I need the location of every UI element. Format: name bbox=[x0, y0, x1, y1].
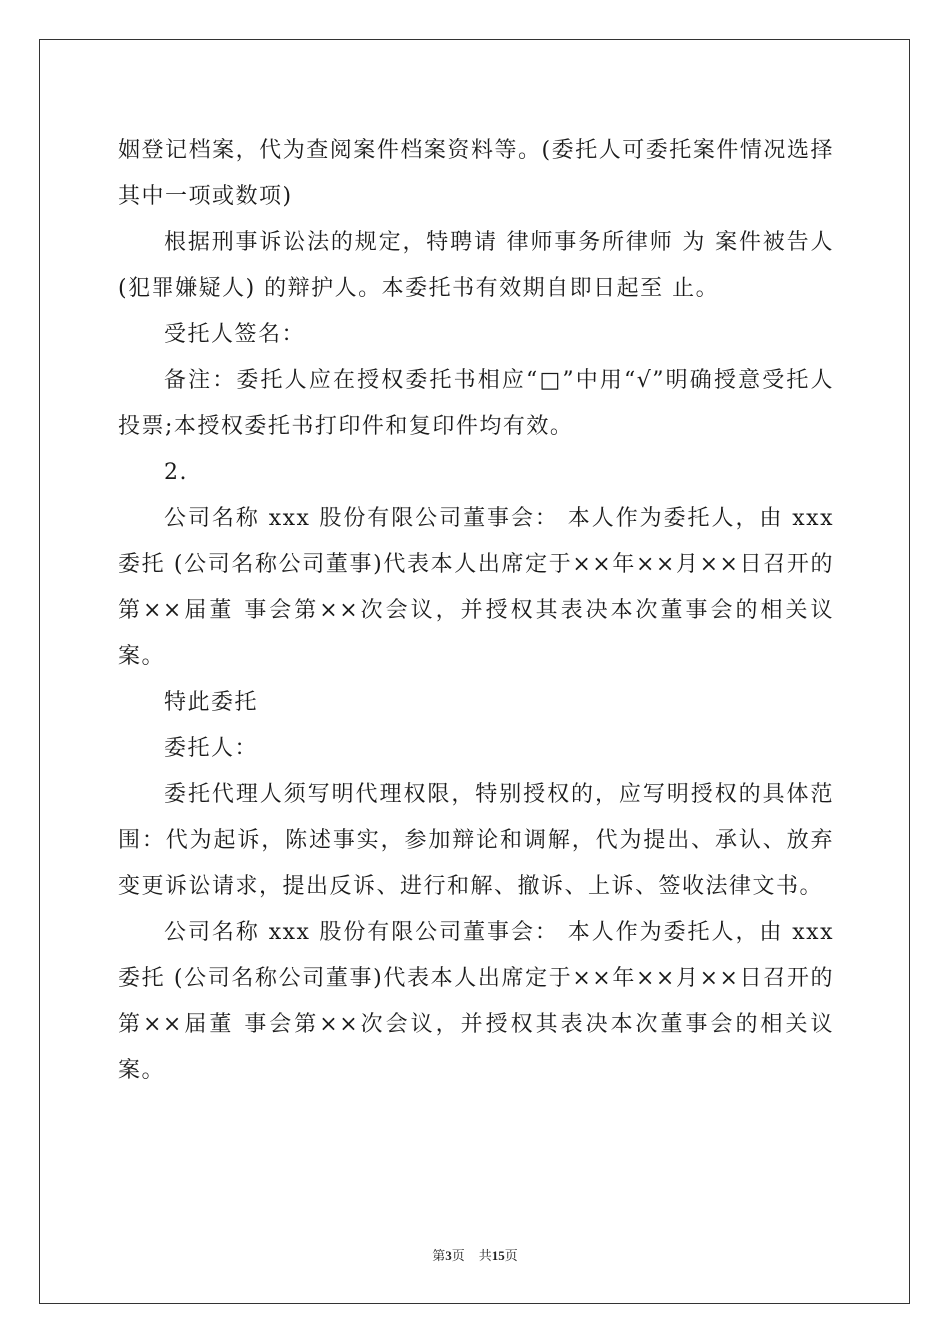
paragraph: 姻登记档案，代为查阅案件档案资料等。(委托人可委托案件情况选择其中一项或数项) bbox=[118, 138, 834, 209]
page-suffix: 页 bbox=[451, 1249, 465, 1264]
paragraph: 受托人签名： bbox=[164, 322, 306, 347]
paragraph: 根据刑事诉讼法的规定，特聘请 律师事务所律师 为 案件被告人(犯罪嫌疑人) 的辩护人。本委托书有效期自即日起至 止。 bbox=[118, 230, 834, 301]
paragraph: 备注：委托人应在授权委托书相应“□”中用“√”明确授意受托人投票;本授权委托书打印件和复印件均有效。 bbox=[118, 368, 834, 439]
page-number: 3 bbox=[445, 1248, 452, 1263]
document-body bbox=[118, 128, 834, 1094]
paragraph: 特此委托 bbox=[164, 690, 259, 715]
paragraph: 公司名称 xxx 股份有限公司董事会： 本人作为委托人，由 xxx 委托 (公司名称公司董事)代表本人出席定于××年××月××日召开的第××届董 事会第××次会议，并授权其表决本次董事会的相关议案。 bbox=[118, 506, 834, 669]
paragraph: 委托人： bbox=[164, 736, 259, 761]
paragraph: 公司名称 xxx 股份有限公司董事会： 本人作为委托人，由 xxx 委托 (公司名称公司董事)代表本人出席定于××年××月××日召开的第××届董 事会第××次会议，并授权其表决本次董事会的相关议案。 bbox=[118, 920, 834, 1083]
total-suffix: 页 bbox=[504, 1249, 518, 1264]
total-prefix: 共 bbox=[478, 1249, 492, 1264]
page-prefix: 第 bbox=[432, 1249, 446, 1264]
paragraph: 委托代理人须写明代理权限，特别授权的，应写明授权的具体范围：代为起诉，陈述事实，参加辩论和调解，代为提出、承认、放弃变更诉讼请求，提出反诉、进行和解、撤诉、上诉、签收法律文书。 bbox=[118, 782, 834, 899]
section-number: 2. bbox=[164, 460, 188, 485]
page-footer bbox=[0, 1247, 950, 1266]
total-pages: 15 bbox=[491, 1248, 505, 1263]
